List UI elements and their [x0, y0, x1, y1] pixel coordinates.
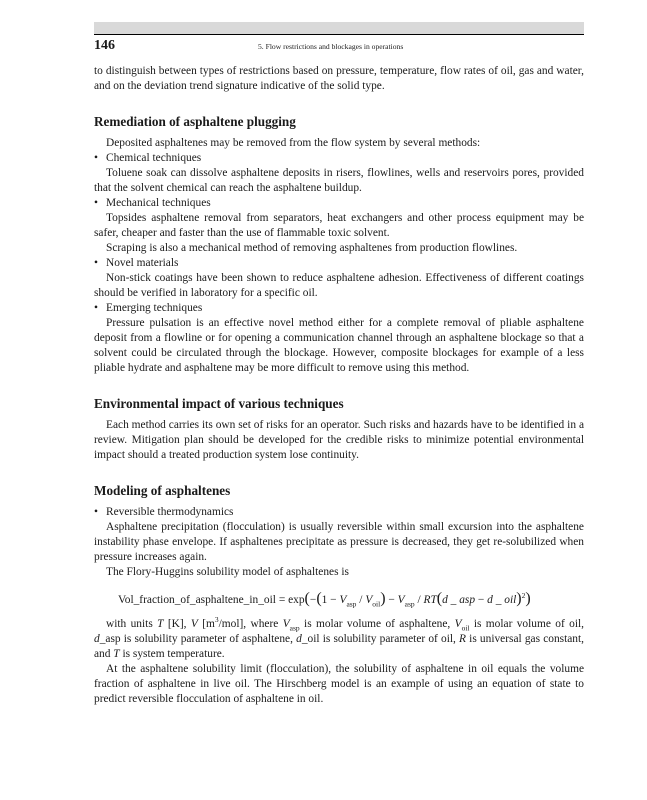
chemical-text: Toluene soak can dissolve asphaltene deposits in risers, flowlines, wells and reservoirs pores, provided that the solvent chemical can reach the asphaltene buildup.: [94, 167, 584, 194]
bullet-icon: •: [94, 302, 98, 314]
header-bar: [94, 22, 584, 34]
header-rule: [94, 34, 584, 35]
intro-paragraph: to distinguish between types of restrictions based on pressure, temperature, flow rates of oil, gas and water, and on the deviation trend signature indicative of the solid type.: [94, 65, 584, 92]
bullet-mechanical: • Mechanical techniques: [94, 197, 211, 209]
bullet-icon: •: [94, 152, 98, 164]
modeling-text-2: The Flory-Huggins solubility model of asphaltenes is: [106, 566, 349, 578]
environment-heading: Environmental impact of various techniques: [94, 396, 344, 411]
novel-text: Non-stick coatings have been shown to reduce asphaltene adhesion. Effectiveness of different coatings should be verified in laboratory for a specific oil.: [94, 272, 584, 299]
bullet-reversible: • Reversible thermodynamics: [94, 506, 234, 518]
mechanical-text-1: Topsides asphaltene removal from separators, heat exchangers and other process equipment may be safer, cheaper and faster than the use of flammable toxic solvent.: [94, 212, 584, 239]
mechanical-text-2: Scraping is also a mechanical method of removing asphaltenes from production flowlines.: [106, 242, 518, 254]
modeling-text-3: At the asphaltene solubility limit (flocculation), the solubility of asphaltene in oil equals the volume fraction of asphaltene in live oil. The Hirschberg model is an example of using an equation of state to predict reversible flocculation of asphaltene in oil.: [94, 663, 584, 705]
bullet-icon: •: [94, 506, 98, 518]
bullet-icon: •: [94, 197, 98, 209]
bullet-icon: •: [94, 257, 98, 269]
bullet-novel: • Novel materials: [94, 257, 179, 269]
page-number: 146: [94, 38, 115, 53]
remediation-heading: Remediation of asphaltene plugging: [94, 114, 296, 129]
environment-text: Each method carries its own set of risks for an operator. Such risks and hazards have to be identified in a review. Mitigation plan should be developed for the credible risks to minimize potential environmental impact should a treated production system lose continuity.: [94, 419, 584, 461]
modeling-heading: Modeling of asphaltenes: [94, 483, 231, 498]
running-title: 5. Flow restrictions and blockages in operations: [258, 42, 404, 51]
units-text: with units T [K], V $[m^3/mol]$, where $V_{asp}$ is molar volume of asphaltene, $V_{oil}$ is molar volume of oil, d_asp is solubility parameter of asphaltene, d_oil is solubility parameter of oil, R is universal gas constant, and T is system temperature.: [94, 615, 584, 660]
bullet-chemical: • Chemical techniques: [94, 152, 202, 164]
page-body: [94, 64, 584, 707]
modeling-text-1: Asphaltene precipitation (flocculation) is usually reversible within small excursion into the asphaltene instability phase envelope. If asphaltenes precipitate as pressure is decreased, they get re-solubilized when pressure increases again.: [94, 521, 584, 563]
remediation-intro: Deposited asphaltenes may be removed from the flow system by several methods:: [106, 137, 481, 149]
emerging-text: Pressure pulsation is an effective novel method either for a complete removal of pliable asphaltene deposit from a flowline or for opening a communication channel through an asphaltene blockage so that a solvent could be circulated through the blockage. However, composite blockages for example of a less pliable hydrate and asphaltene may be more difficult to remove using this method.: [94, 317, 584, 374]
flory-huggins-equation: Vol_fraction_of_asphaltene_in_oil = $\exp(-(1 - V_{asp} / V_{oil}) - V_{asp} / RT(d$ _ asp − d _ oil)$^2$): [118, 590, 531, 609]
bullet-emerging: • Emerging techniques: [94, 302, 203, 314]
